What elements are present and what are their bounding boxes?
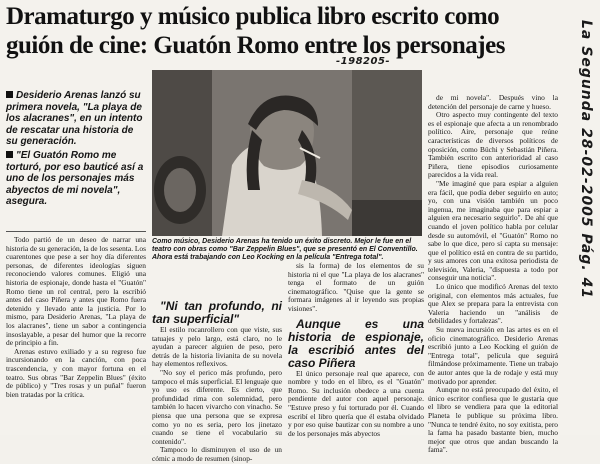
lead-item-text: "El Guatón Romo me torturó, por eso bauticé así a uno de los personajes más abyectos de mi novela", asegura. <box>6 149 144 208</box>
column-4 <box>428 94 558 455</box>
column-3 <box>288 262 424 438</box>
body-paragraph: sis la forma) de los elementos de su historia ni el que "La playa de los alacranes" tenga el formato de un guión cinematográfico. "Quise que la gente se formara imágenes al ir leyendo sus propias visiones". <box>288 261 424 313</box>
body-paragraph: "Me imaginé que para espiar a alguien era fácil, que podía deber seguirlo en auto; yo, con una visión también un poco ingenua, me imaginaba que para espiar a alguien era necesario seguirlo". De ahí que cuando el joven político habla por celular desde su automóvil, el "Guatón" Romo no sabe lo que dice, pero sí capta su mensaje: que el político está en contra de su partido, y sus amores con una exitosa periodista de televisión, Valeria, "dispuesta a todo por conseguir una noticia". <box>428 178 558 283</box>
column-2 <box>152 300 282 464</box>
handwritten-date-note: -198205- <box>336 56 391 67</box>
body-paragraph: de mi novela". Después vino la detención del personaje de carne y hueso. <box>428 93 558 111</box>
lead-item-text: Desiderio Arenas lanzó su primera novela, "La playa de los alacranes", en un intento de rescatar una historia de su generación. <box>6 90 143 148</box>
body-paragraph: "No soy el perico más profundo, pero tampoco el más superficial. El lenguaje que yo uso es diferente. Es cierto, que profundidad rima con solemnidad, pero también lo hacen vivarcho con vinacho. Se piensa que una persona que se expresa como yo no es seria, pero los jinetazo cuando se tiene el vocabulario su contenido". <box>152 367 282 446</box>
handwritten-source-note: La Segunda 28-02-2005 Pág. 41 <box>578 20 594 300</box>
divider <box>6 231 146 232</box>
headline: Dramaturgo y músico publica libro escrito como guión de cine: Guatón Romo entre los personajes <box>6 3 505 59</box>
bullet-square-icon <box>6 151 13 158</box>
lead-item <box>6 90 146 148</box>
body-paragraph: Lo único que modificó Arenas del texto original, con elementos más actuales, fue que Alex se prepara para la entrevista con Valeria haciendo un "análisis de debilidades y fortalezas". <box>428 282 558 326</box>
lead-item <box>6 150 146 208</box>
lead-bullets <box>6 90 146 210</box>
author-photo <box>152 70 422 236</box>
body-paragraph: El único personaje real que aparece, con nombre y todo en el libro, es el "Guatón" Romo. Su inclusión obedece a una cuenta pendiente del autor con aquel personaje. "Estuve preso y fui torturado por él. Cuando escribí el libro quería que él estaba olvidado y por eso quise bautizar con su nombre a uno de los personajes más abyectos <box>288 368 424 438</box>
body-paragraph: Su nueva incursión en las artes es en el oficio cinematográfico. Desiderio Arenas escribió junto a Leo Kocking el guión de "Entrega total", película que seguirá filmándose próximamente. Tiene un trabajo de autor antes que la de rodaje y está muy motivado por aprender. <box>428 325 558 386</box>
body-paragraph: Arenas estuvo exiliado y a su regreso fue incursionando en la canción, con poca trascendencia, y con mayor fortuna en el teatro. Sus obras "Bar Zeppelin Blues" (éxito de público) y "Tres rosas y un puñal" fueron bien tratadas por la crítica. <box>6 346 146 399</box>
column-1 <box>6 236 146 399</box>
subheading: Aunque es una historia de espionaje, la escribió antes del caso Piñera <box>288 316 424 370</box>
body-paragraph: El estilo rocanrollero con que viste, sus tatuajes y pelo largo, está claro, no le ayudan a parecer alguien de peso, pero detrás de la historia livianita de su novela hay elementos reflexivos. <box>152 325 282 369</box>
body-paragraph: Aunque no está preocupado del éxito, el único escritor confiesa que le gustaría que el libro se vendiera para que la editorial Planeta le publique su próxima libro. "Nunca te tendré éxito, no soy exitista, pero la fama ha pasado bastante bien, mucho mejor que otros que andan buscando la fama". <box>428 385 558 455</box>
body-paragraph: Otro aspecto muy contingente del texto es el espionaje que afecta a un renombrado político. Aire, personaje que reúne características de diversos políticos de oposición, como Büchi y Sebastián Piñera. También escrito con anterioridad al caso Piñera, tiene episodios curiosamente parecidos a la vida real. <box>428 110 558 180</box>
bullet-square-icon <box>6 91 13 98</box>
subheading: "Ni tan profundo, ni tan superficial" <box>152 299 282 326</box>
photo-caption: Como músico, Desiderio Arenas ha tenido un éxito discreto. Mejor le fue en el teatro con obras como "Bar Zeppelin Blues", que se presentó en El Conventillo. Ahora está trabajando con Leo Kocking en la película "Entrega total". <box>152 238 418 262</box>
body-paragraph: Todo partió de un deseo de narrar una historia de su generación, la de los sesenta. Los cuarentones que pese a ser hoy día diferentes personas, de diferentes ideologías siguen reconociendo valores comunes. Eligió una historia de espionaje, donde hasta el "Guatón" Romo tiene un rol central, pero la escribió antes del caso Piñera y antes que Romo fuera detenido y llevado ante la justicia. Por lo mismo, para Desiderio Arenas, "La playa de los alacranes", tiene un sabor a contingencia insoslayable, a pesar del humor que la recorre de principio a fin. <box>6 235 146 348</box>
body-paragraph: Tampoco lo disminuyen el uso de un cómic a modo de resumen (sinop- <box>152 445 282 463</box>
